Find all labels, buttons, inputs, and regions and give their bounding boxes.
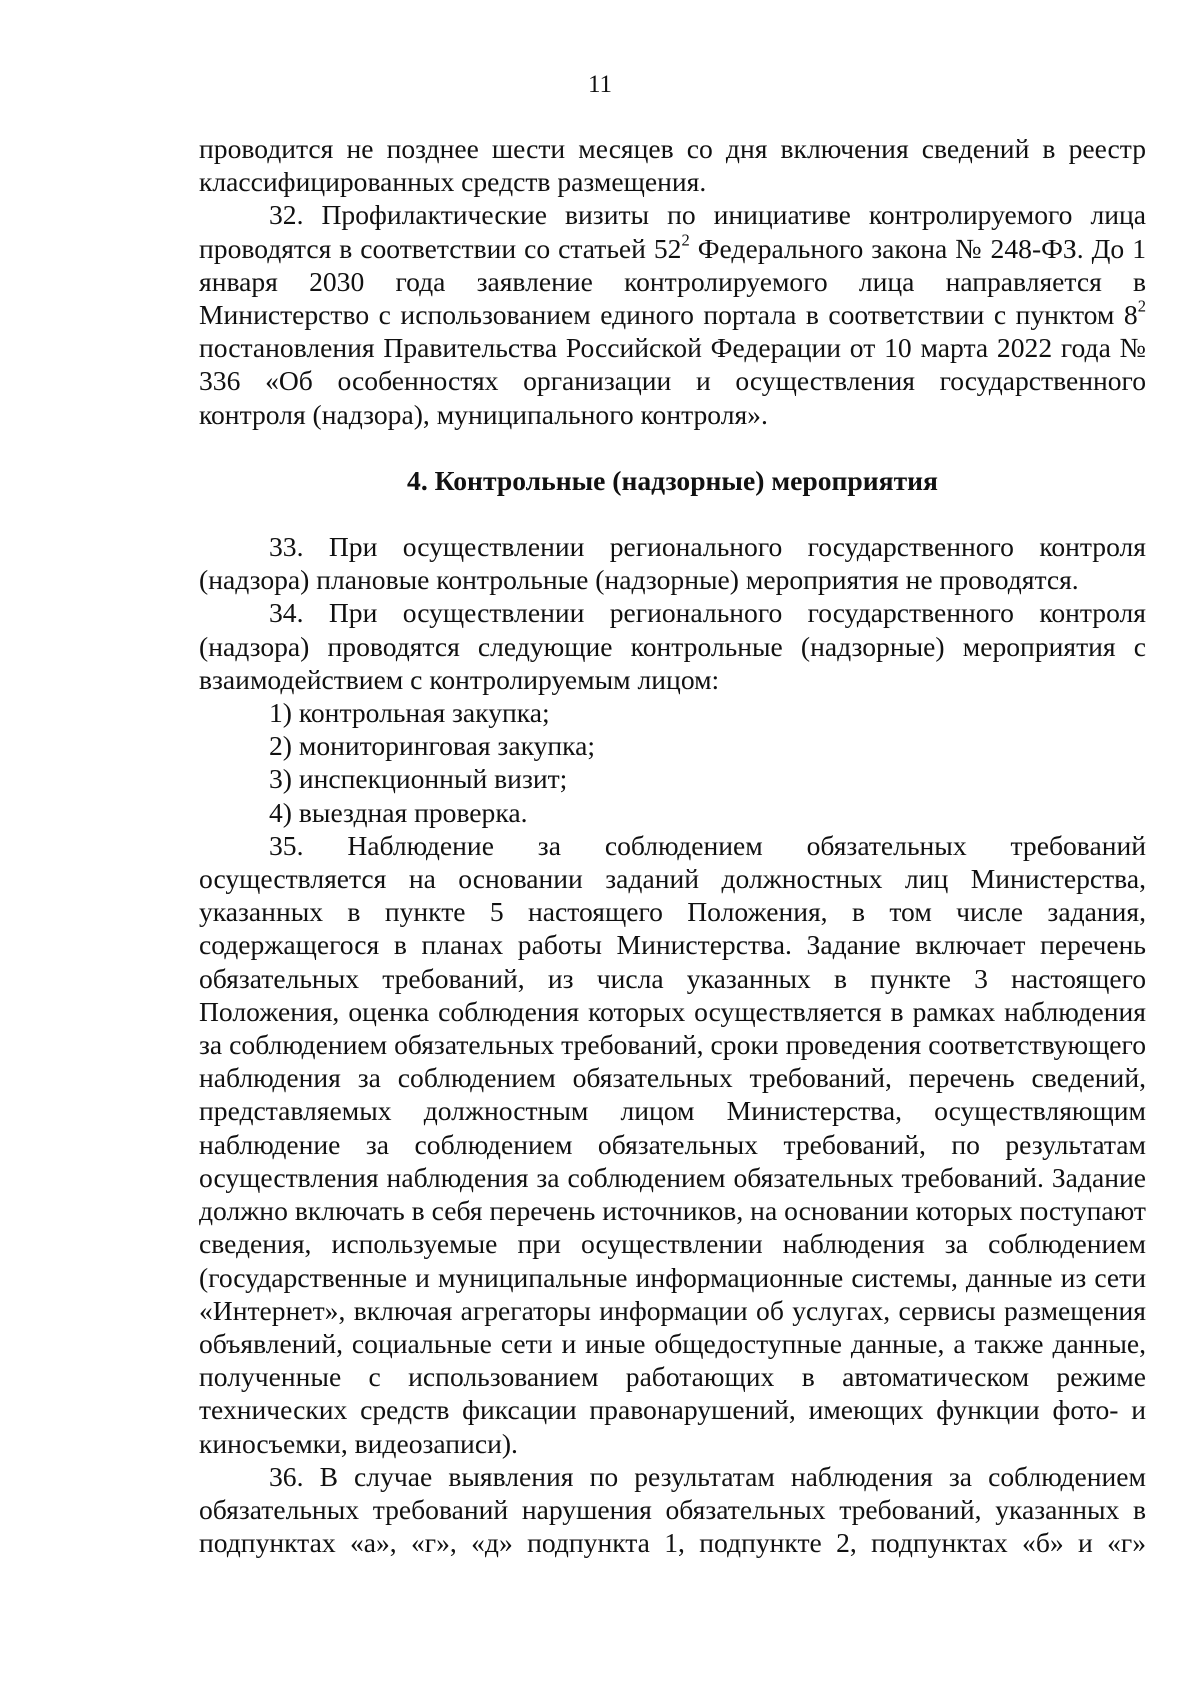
- paragraph-35: 35. Наблюдение за соблюдением обязательных требований осуществляется на основании заданий должностных лиц Министерства, указанных в пункте 5 настоящего Положения, в том числе задания, содержащегося в планах работы Министерства. Задание включает перечень обязательных требований, из числа указанных в пункте 3 настоящего Положения, оценка соблюдения которых осуществляется в рамках наблюдения за соблюдением обязательных требований, сроки проведения соответствующего наблюдения за соблюдением обязательных требований, перечень сведений, представляемых должностным лицом Министерства, осуществляющим наблюдение за соблюдением обязательных требований, по результатам осуществления наблюдения за соблюдением обязательных требований. Задание должно включать в себя перечень источников, на основании которых поступают сведения, используемые при осуществлении наблюдения за соблюдением (государственные и муниципальные информационные системы, данные из сети «Интернет», включая агрегаторы информации об услугах, сервисы размещения объявлений, социальные сети и иные общедоступные данные, а также данные, полученные с использованием работающих в автоматическом режиме технических средств фиксации правонарушений, имеющих функции фото- и киносъемки, видеозаписи).: [199, 829, 1146, 1459]
- paragraph-32-part-2: Федерального закона № 248-ФЗ. До 1 января 2030 года заявление контролируемого лица направляется в Министерство с использованием единого портала в соответствии с пунктом 8: [199, 232, 1146, 331]
- paragraph-34: 34. При осуществлении регионального государственного контроля (надзора) проводятся следующие контрольные (надзорные) мероприятия с взаимодействием с контролируемым лицом:: [199, 597, 1146, 695]
- page-number: 11: [587, 71, 613, 98]
- paragraph-36: 36. В случае выявления по результатам наблюдения за соблюдением обязательных требований нарушения обязательных требований, указанных в подпунктах «а», «г», «д» подпункта 1, подпункте 2, подпунктах «б» и «г»: [199, 1460, 1146, 1559]
- paragraph-32-part-1: 32. Профилактические визиты по инициативе контролируемого лица проводятся в соответствии со статьей 52: [199, 199, 1146, 264]
- document-body: [199, 132, 1146, 1559]
- list-item: 2) мониторинговая закупка;: [269, 730, 596, 762]
- list-item: 3) инспекционный визит;: [269, 763, 568, 795]
- list-item: 4) выездная проверка.: [269, 796, 528, 828]
- paragraph-33: 33. При осуществлении регионального государственного контроля (надзора) плановые контрольные (надзорные) мероприятия не проводятся.: [199, 531, 1146, 596]
- list-item: 1) контрольная закупка;: [269, 697, 550, 729]
- paragraph-continuation: проводится не позднее шести месяцев со дня включения сведений в реестр классифицированных средств размещения.: [199, 133, 1146, 198]
- paragraph-32: [199, 198, 1146, 430]
- paragraph-32-part-3: постановления Правительства Российской Федерации от 10 марта 2022 года № 336 «Об особенностях организации и осуществления государственного контроля (надзора), муниципального контроля».: [199, 332, 1146, 430]
- section-heading: 4. Контрольные (надзорные) мероприятия: [407, 464, 938, 496]
- superscript-2: 2: [1137, 296, 1146, 316]
- superscript-2: 2: [681, 230, 690, 250]
